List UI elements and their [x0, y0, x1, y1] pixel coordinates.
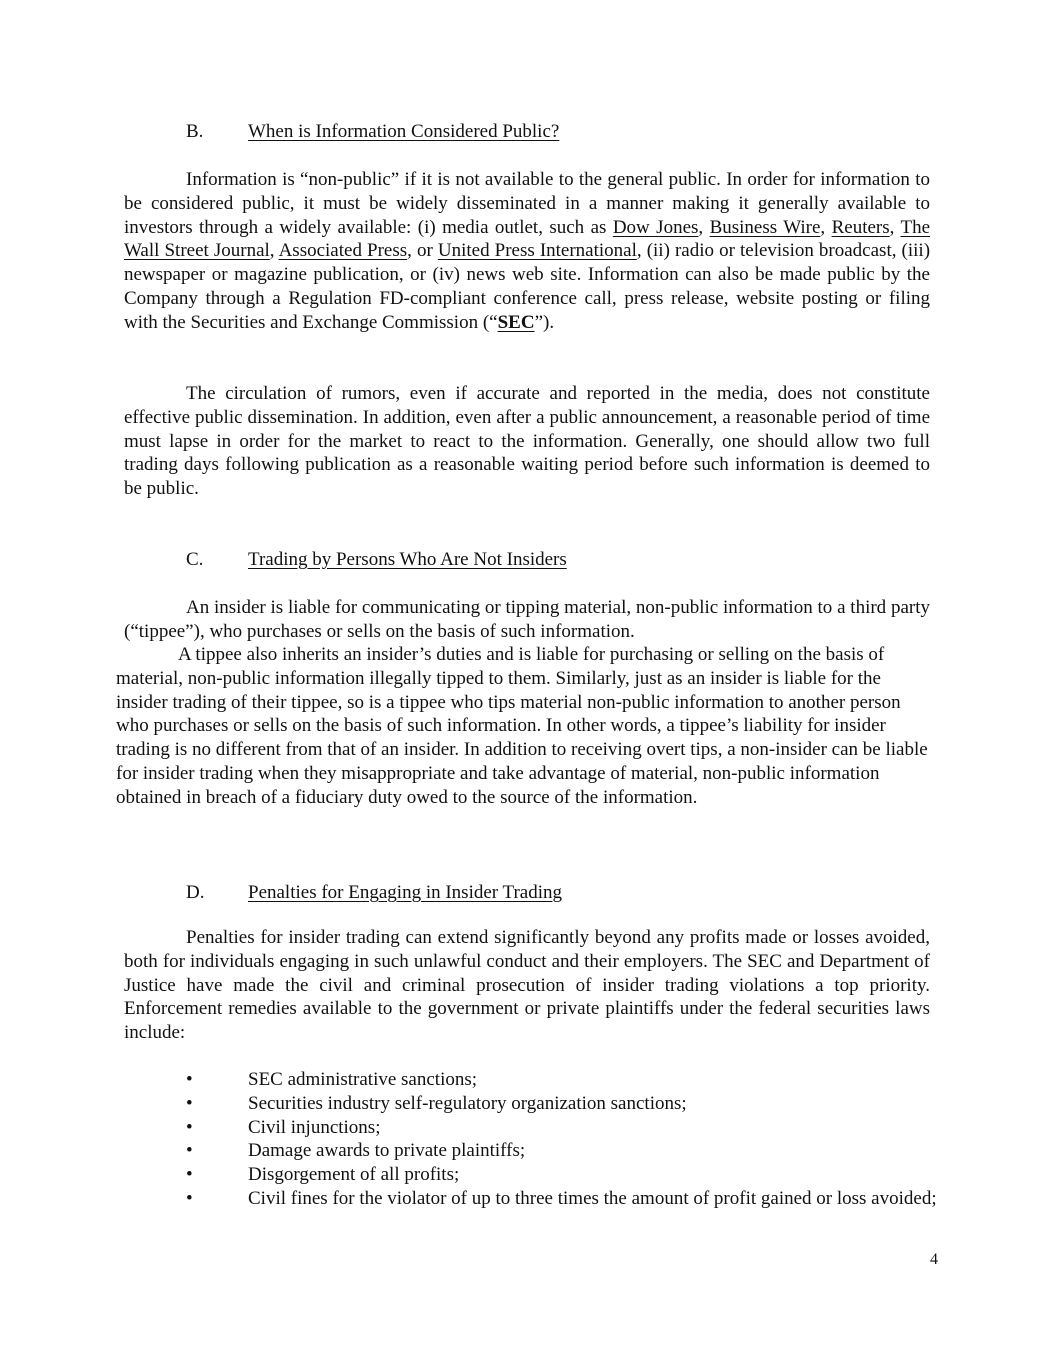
- remedies-list: [186, 1068, 946, 1211]
- bullet-icon: •: [186, 1092, 193, 1114]
- section-d-letter: D.: [186, 882, 205, 903]
- list-item-text: Securities industry self-regulatory organization sanctions;: [248, 1092, 687, 1114]
- section-d-title: Penalties for Engaging in Insider Trading: [248, 882, 562, 903]
- list-item: [186, 1163, 946, 1187]
- section-b-letter: B.: [186, 121, 204, 142]
- list-item: [186, 1068, 946, 1092]
- text-run: A tippee also inherits an insider’s duties and is liable for purchasing or selling on the basis of material, non-public information illegally tipped to them. Similarly, just as an insider is liable for the insider trading of their tippee, so is a tippee who tips material non-public information to another person who purchases or sells on the basis of such information. In other words, a tippee’s liability for insider trading is no different from that of an insider. In addition to receiving overt tips, a non-insider can be liable for insider trading when they misappropriate and take advantage of material, non-public information obtained in breach of a fiduciary duty owed to the source of the information.: [116, 644, 928, 808]
- associated-press-ref: Associated Press: [278, 240, 408, 262]
- section-c-paragraph-1: [124, 596, 930, 644]
- section-c-title: Trading by Persons Who Are Not Insiders: [248, 549, 567, 570]
- dow-jones-ref: Dow Jones: [612, 216, 699, 238]
- section-d-heading: [186, 881, 562, 905]
- bullet-icon: •: [186, 1164, 193, 1186]
- reuters-ref: Reuters: [831, 216, 890, 238]
- text-run: , or: [407, 240, 438, 262]
- section-c-heading: [186, 548, 567, 572]
- list-item: [186, 1139, 946, 1163]
- text-run: ,: [269, 240, 279, 262]
- text-run: ,: [820, 216, 832, 238]
- section-c-letter: C.: [186, 549, 204, 570]
- text-run: Penalties for insider trading can extend significantly beyond any profits made or losses avoided, both for individuals engaging in such unlawful conduct and their employers. The SEC and Department of Justice have made the civil and criminal prosecution of insider trading violations a top priority. Enforcement remedies available to the government or private plaintiffs under the federal securities laws include:: [124, 927, 930, 1044]
- section-d-paragraph-1: [124, 926, 930, 1045]
- section-b-title: When is Information Considered Public?: [248, 121, 560, 142]
- list-item-text: Civil injunctions;: [248, 1116, 381, 1138]
- bullet-icon: •: [186, 1069, 193, 1090]
- text-run: , (ii) radio or television broadcast, (iii) newspaper or magazine publication, or (iv) news web site. Information can also be made public by the Company through a Regulation FD-compliant conference call, press release, website posting or filing with the Securities and Exchange Commission (“: [124, 240, 931, 333]
- bullet-icon: •: [186, 1116, 193, 1138]
- list-item: [186, 1187, 946, 1211]
- bullet-icon: •: [186, 1140, 193, 1162]
- section-b-heading: [186, 120, 559, 144]
- section-b-paragraph-2: [124, 382, 930, 501]
- list-item-text: Civil fines for the violator of up to three times the amount of profit gained or loss avoided;: [248, 1187, 937, 1209]
- bullet-icon: •: [186, 1187, 193, 1209]
- section-b-paragraph-1: [124, 168, 930, 335]
- sec-defined-term: SEC: [497, 311, 535, 333]
- text-run: ,: [889, 216, 901, 238]
- list-item: [186, 1116, 946, 1140]
- text-run: Information is “non-public” if it is not available to the general public. In order for information to be considered public, it must be widely disseminated in a manner making it generally available to investors through a widely available: (i) media outlet, such as: [124, 169, 930, 238]
- list-item-text: SEC administrative sanctions;: [248, 1069, 478, 1090]
- text-run: The circulation of rumors, even if accurate and reported in the media, does not constitute effective public dissemination. In addition, even after a public announcement, a reasonable period of time must lapse in order for the market to react to the information. Generally, one should allow two full trading days following publication as a reasonable waiting period before such information is deemed to be public.: [124, 383, 930, 500]
- list-item: [186, 1092, 946, 1116]
- business-wire-ref: Business Wire: [709, 216, 821, 238]
- text-run: ,: [698, 216, 710, 238]
- list-item-text: Damage awards to private plaintiffs;: [248, 1140, 526, 1162]
- text-run: An insider is liable for communicating or tipping material, non-public information to a third party (“tippee”), who purchases or sells on the basis of such information.: [124, 597, 930, 642]
- the-ref: The: [900, 216, 931, 238]
- upi-ref: United Press International: [437, 240, 637, 262]
- wall-street-journal-ref: Wall Street Journal: [124, 240, 270, 262]
- text-run: ”).: [534, 311, 555, 333]
- section-c-paragraph-2: [116, 643, 928, 810]
- page-number: 4: [930, 1251, 938, 1268]
- list-item-text: Disgorgement of all profits;: [248, 1164, 460, 1186]
